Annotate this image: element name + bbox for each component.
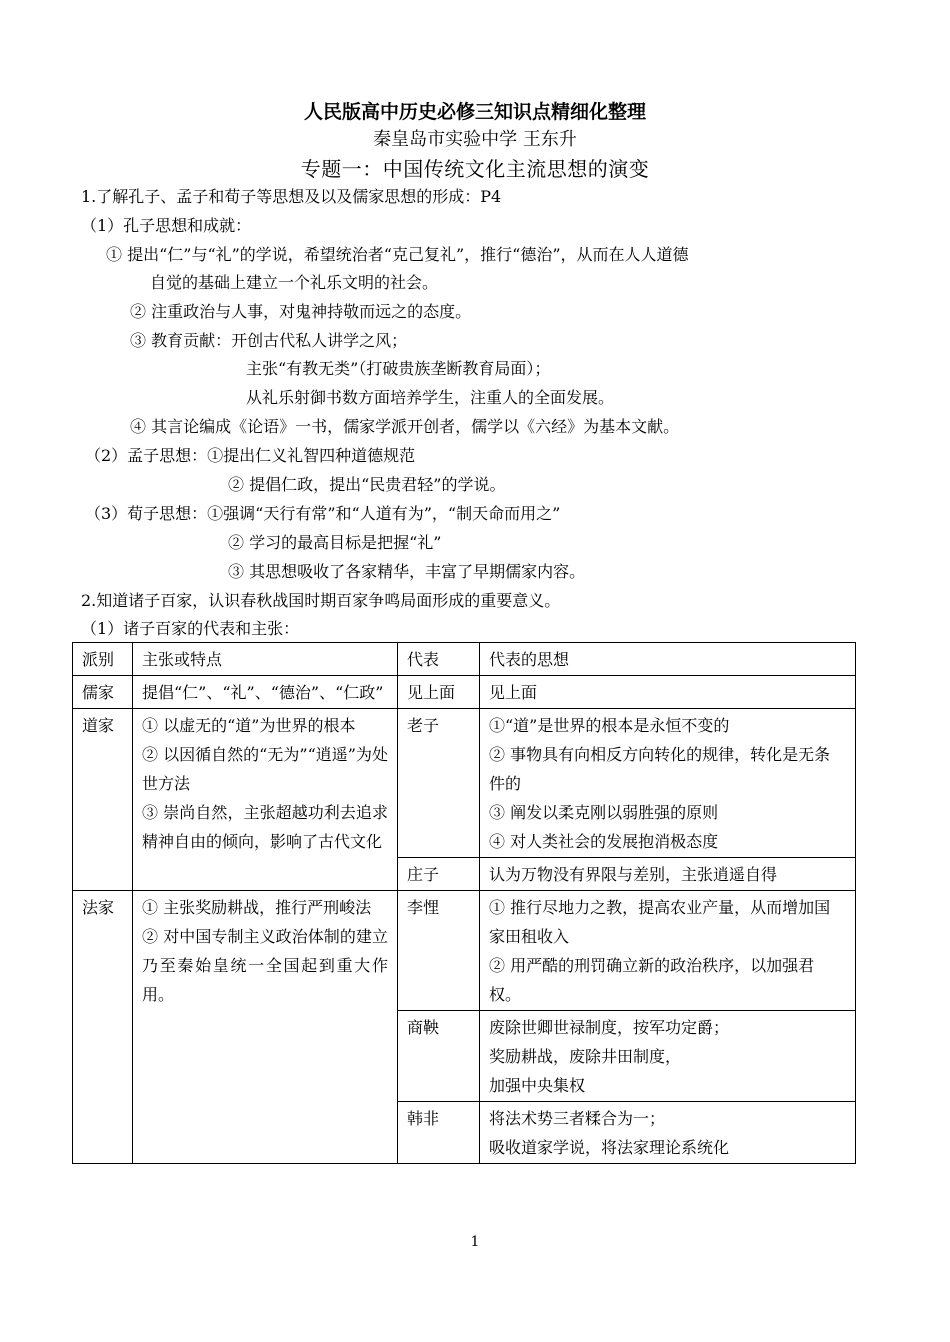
header-thought: 代表的思想 — [480, 643, 856, 676]
claim-dao — [133, 709, 398, 891]
rep-hanfei: 韩非 — [398, 1102, 480, 1164]
rep-zhuangzi: 庄子 — [398, 858, 480, 891]
header-representative: 代表 — [398, 643, 480, 676]
shangyang-point-1: 废除世卿世禄制度，按军功定爵； — [489, 1018, 730, 1037]
confucius-point-1-cont: 自觉的基础上建立一个礼乐文明的社会。 — [150, 273, 439, 292]
hanfei-point-2: 吸收道家学说，将法家理论系统化 — [489, 1138, 730, 1157]
schools-table — [72, 642, 856, 1164]
laozi-point-1: ①“道”是世界的根本是永恒不变的 — [489, 716, 730, 735]
laozi-point-4: ④ 对人类社会的发展抱消极态度 — [489, 832, 719, 851]
claim-fa-2: ② 对中国专制主义政治体制的建立乃至秦始皇统一全国起到重大作用。 — [142, 927, 388, 1004]
section-2-heading: 2.知道诸子百家，认识春秋战国时期百家争鸣局面形成的重要意义。 — [81, 591, 561, 610]
claim-dao-3: ③ 崇尚自然，主张超越功利去追求精神自由的倾向，影响了古代文化 — [142, 803, 388, 851]
claim-dao-1: ① 以虚无的“道”为世界的根本 — [142, 716, 356, 735]
document-author: 秦皇岛市实验中学 王东升 — [373, 129, 577, 150]
header-school: 派别 — [73, 643, 133, 676]
likui-point-1: ① 推行尽地力之教，提高农业产量，从而增加国家田租收入 — [489, 898, 831, 946]
likui-point-2: ② 用严酷的刑罚确立新的政治秩序，以加强君权。 — [489, 956, 815, 1004]
thought-zhuangzi: 认为万物没有界限与差别，主张逍遥自得 — [480, 858, 856, 891]
rep-laozi: 老子 — [398, 709, 480, 858]
claim-dao-2: ② 以因循自然的“无为”“逍遥”为处世方法 — [142, 745, 388, 793]
thought-shangyang — [480, 1011, 856, 1102]
xunzi-point-3: ③ 其思想吸收了各家精华，丰富了早期儒家内容。 — [228, 562, 586, 581]
confucius-point-3-line-2: 主张“有教无类”（打破贵族垄断教育局面）； — [246, 359, 551, 378]
school-ru: 儒家 — [73, 676, 133, 709]
table-row-likui — [73, 891, 856, 1011]
laozi-point-3: ③ 阐发以柔克刚以弱胜强的原则 — [489, 803, 719, 822]
rep-ru: 见上面 — [398, 676, 480, 709]
claim-fa-1: ① 主张奖励耕战，推行严刑峻法 — [142, 898, 372, 917]
table-row-ru — [73, 676, 856, 709]
confucius-title: （1）孔子思想和成就： — [81, 216, 252, 235]
thought-hanfei — [480, 1102, 856, 1164]
confucius-point-3-line-3: 从礼乐射御书数方面培养学生，注重人的全面发展。 — [246, 388, 615, 407]
claim-ru: 提倡“仁”、“礼”、“德治”、“仁政” — [133, 676, 398, 709]
table-header-row — [73, 643, 856, 676]
school-dao: 道家 — [73, 709, 133, 891]
topic-heading: 专题一：中国传统文化主流思想的演变 — [300, 157, 650, 181]
xunzi-point-1: （3）荀子思想：①强调“天行有常”和“人道有为”，“制天命而用之” — [85, 504, 561, 523]
shangyang-point-3: 加强中央集权 — [489, 1076, 586, 1095]
document-title: 人民版高中历史必修三知识点精细化整理 — [303, 101, 646, 123]
mencius-point-1: （2）孟子思想：①提出仁义礼智四种道德规范 — [85, 446, 416, 465]
rep-likui: 李悝 — [398, 891, 480, 1011]
shangyang-point-2: 奖励耕战，废除井田制度， — [489, 1047, 682, 1066]
rep-shangyang: 商鞅 — [398, 1011, 480, 1102]
confucius-point-2: ② 注重政治与人事，对鬼神持敬而远之的态度。 — [130, 302, 472, 321]
section-1-heading: 1.了解孔子、孟子和荀子等思想及以及儒家思想的形成：P4 — [81, 187, 502, 206]
school-fa: 法家 — [73, 891, 133, 1164]
xunzi-point-2: ② 学习的最高目标是把握“礼” — [228, 533, 442, 552]
confucius-point-4: ④ 其言论编成《论语》一书，儒家学派开创者，儒学以《六经》为基本文献。 — [130, 417, 680, 436]
claim-fa — [133, 891, 398, 1164]
laozi-point-2: ② 事物具有向相反方向转化的规律，转化是无条件的 — [489, 745, 831, 793]
hanfei-point-1: 将法术势三者糅合为一； — [489, 1109, 666, 1128]
page-number: 1 — [470, 1234, 480, 1250]
thought-ru: 见上面 — [480, 676, 856, 709]
thought-laozi — [480, 709, 856, 858]
thought-likui — [480, 891, 856, 1011]
section-2-sub-1: （1）诸子百家的代表和主张： — [81, 619, 300, 638]
mencius-point-2: ② 提倡仁政，提出“民贵君轻”的学说。 — [228, 475, 506, 494]
confucius-point-3: ③ 教育贡献：开创古代私人讲学之风； — [130, 331, 408, 350]
table-row-laozi — [73, 709, 856, 858]
confucius-point-1: ① 提出“仁”与“礼”的学说，希望统治者“克己复礼”，推行“德治”，从而在人人道德 — [106, 245, 689, 264]
header-claim: 主张或特点 — [133, 643, 398, 676]
